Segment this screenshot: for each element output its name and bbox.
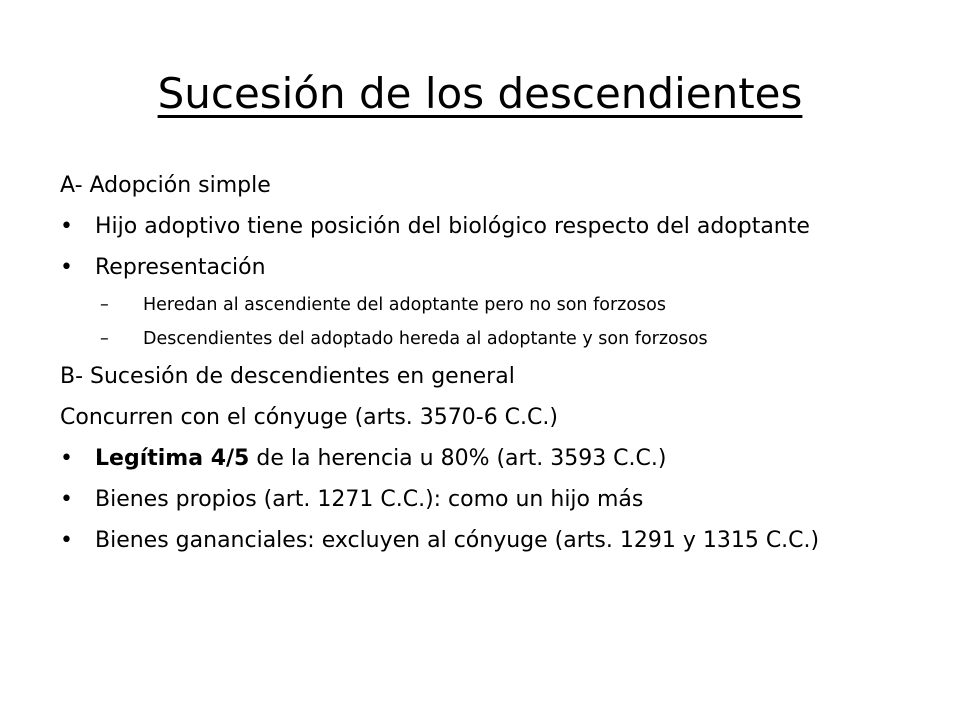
sub-bullet-descendientes (60, 327, 860, 351)
slide-title: Sucesión de los descendientes (157, 69, 803, 118)
bullet-text: Hijo adoptivo tiene posición del biológico respecto del adoptante (95, 214, 810, 239)
bullet-representacion (60, 252, 860, 283)
sub-bullet-text: Heredan al ascendiente del adoptante pero no son forzosos (143, 295, 666, 315)
bullet-bienes-gananciales (60, 525, 860, 556)
bullet-glyph: • (60, 487, 73, 512)
bullet-hijo-adoptivo (60, 211, 860, 242)
section-a-heading: A- Adopción simple (60, 173, 271, 198)
slide-body (60, 170, 860, 566)
bullet-glyph: • (60, 528, 73, 553)
concurren-line: Concurren con el cónyuge (arts. 3570-6 C.C.) (60, 405, 558, 430)
bullet-text: Bienes propios (art. 1271 C.C.): como un hijo más (95, 487, 644, 512)
sub-bullet-text: Descendientes del adoptado hereda al adoptante y son forzosos (143, 329, 708, 349)
sub-bullet-heredan (60, 293, 860, 317)
bullet-glyph: • (60, 446, 73, 471)
legitima-bold-text: Legítima 4/5 (95, 446, 250, 471)
bullet-glyph: • (60, 255, 73, 280)
section-b-heading: B- Sucesión de descendientes en general (60, 364, 515, 389)
dash-glyph: – (100, 295, 109, 315)
bullet-text: Representación (95, 255, 266, 280)
bullet-glyph: • (60, 214, 73, 239)
legitima-rest-text: de la herencia u 80% (art. 3593 C.C.) (249, 446, 667, 471)
bullet-text: Bienes gananciales: excluyen al cónyuge (arts. 1291 y 1315 C.C.) (95, 528, 820, 553)
bullet-bienes-propios (60, 484, 860, 515)
bullet-legitima (60, 443, 860, 474)
dash-glyph: – (100, 329, 109, 349)
